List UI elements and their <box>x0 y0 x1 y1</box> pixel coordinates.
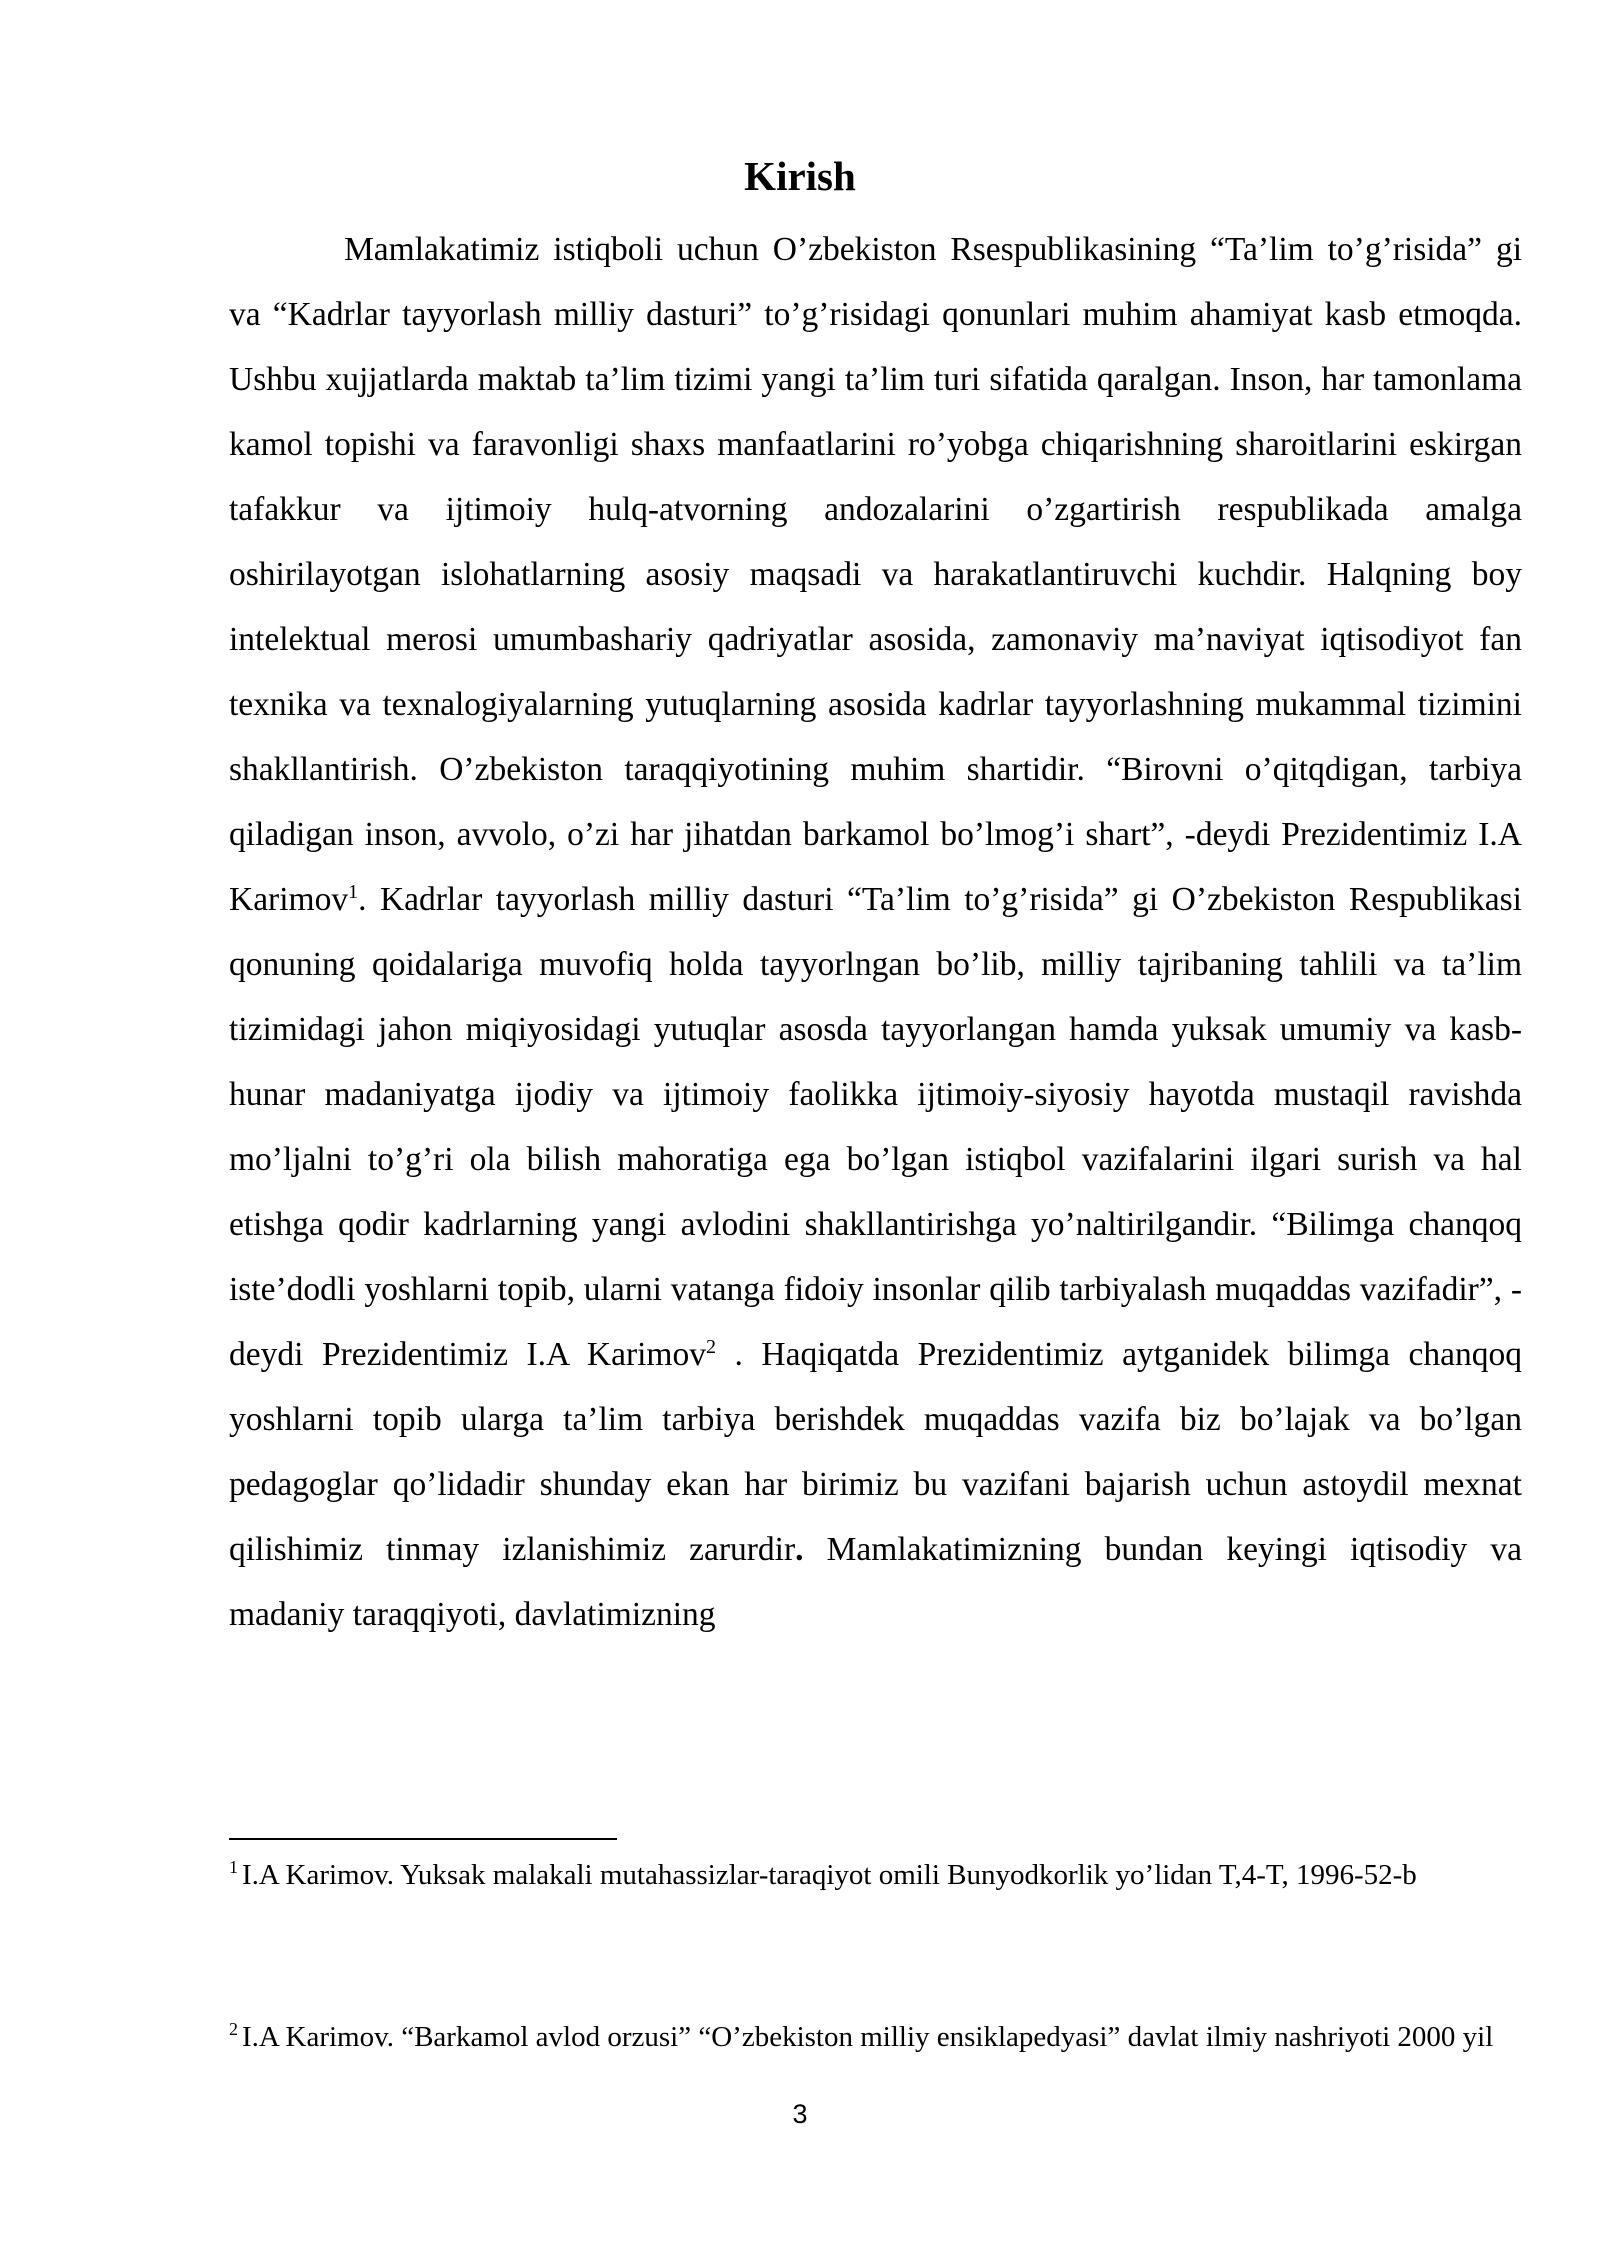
bold-period: . <box>795 1531 804 1568</box>
footnote-separator <box>229 1838 617 1840</box>
page-number: 3 <box>792 2099 808 2129</box>
footnote-1-text: I.A Karimov. Yuksak malakali mutahassizlar-taraqiyot omili Bunyodkorlik yo’lidan T,4-T, 1996-52-b <box>242 1859 1417 1891</box>
body-text-part-2: . Kadrlar tayyorlash milliy dasturi “Ta’lim to’g’risida” gi O’zbekiston Respublikasi qonuning qoidalariga muvofiq holda tayyorlngan bo’lib, milliy tajribaning tahlili va ta’lim tizimidagi jahon miqiyosidagi yutuqlar asosda tayyorlangan hamda yuksak umumiy va kasb-hunar madaniyatga ijodiy va ijtimoiy faolikka ijtimoiy-siyosiy hayotda mustaqil ravishda mo’ljalni to’g’ri ola bilish mahoratiga ega bo’lgan istiqbol vazifalarini ilgari surish va hal etishga qodir kadrlarning yangi avlodini shakllantirishga yo’naltirilgandir. “Bilimga chanqoq iste’dodli yoshlarni topib, ularni vatanga fidoiy insonlar qilib tarbiyalash muqaddas vazifadir”, -deydi Prezidentimiz I.A Karimov <box>229 881 1522 1373</box>
body-text-part-1: Mamlakatimiz istiqboli uchun O’zbekiston Rsespublikasining “Ta’lim to’g’risida” gi va “Kadrlar tayyorlash milliy dasturi” to’g’risidagi qonunlari muhim ahamiyat kasb etmoqda. Ushbu xujjatlarda maktab ta’lim tizimi yangi ta’lim turi sifatida qaralgan. Inson, har tamonlama kamol topishi va faravonligi shaxs manfaatlarini ro’yobga chiqarishning sharoitlarini eskirgan tafakkur va ijtimoiy hulq-atvorning andozalarini o’zgartirish respublikada amalga oshirilayotgan islohatlarning asosiy maqsadi va harakatlantiruvchi kuchdir. Halqning boy intelektual merosi umumbashariy qadriyatlar asosida, zamonaviy ma’naviyat iqtisodiyot fan texnika va texnalogiyalarning yutuqlarning asosida kadrlar tayyorlashning mukammal tizimini shakllantirish. O’zbekiston taraqqiyotining muhim shartidir. “Birovni o’qitqdigan, tarbiya qiladigan inson, avvolo, o’zi har jihatdan barkamol bo’lmog’i shart”, -deydi Prezidentimiz I.A Karimov <box>229 231 1522 918</box>
footnote-2-text: I.A Karimov. “Barkamol avlod orzusi” “O’zbekiston milliy ensiklapedyasi” davlat ilmiy nashriyoti 2000 yil <box>242 2021 1494 2053</box>
footnote-2-number: 2 <box>229 2019 238 2040</box>
footnote-1 <box>229 1855 1522 1895</box>
page-title: Kirish <box>744 153 856 199</box>
body-text-part-4: Mamlakatimizning bundan keyingi iqtisodiy va madaniy taraqqiyoti, davlatimizning <box>229 1531 1522 1633</box>
footnote-ref-2: 2 <box>706 1335 716 1358</box>
footnote-2 <box>229 2017 1522 2057</box>
footnote-1-number: 1 <box>229 1857 238 1878</box>
body-paragraph <box>229 217 1522 1647</box>
footnote-ref-1: 1 <box>348 880 359 903</box>
body-text-part-3: . Haqiqatda Prezidentimiz aytganidek bilimga chanqoq yoshlarni topib ularga ta’lim tarbiya berishdek muqaddas vazifa biz bo’lajak va bo’lgan pedagoglar qo’lidadir shunday ekan har birimiz bu vazifani bajarish uchun astoydil mexnat qilishimiz tinmay izlanishimiz zarurdir <box>229 1336 1523 1568</box>
